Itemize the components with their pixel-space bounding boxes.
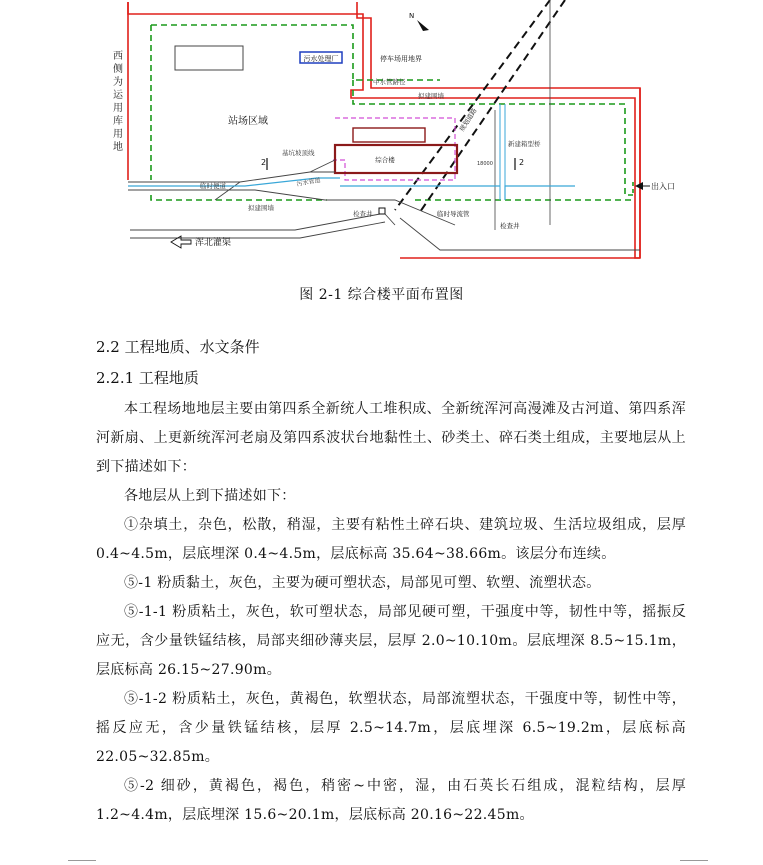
entrance-label: 出入口: [651, 182, 675, 191]
section-mark-left: 2: [261, 158, 267, 167]
sewage-plant-label: 污水处理厂: [303, 55, 339, 63]
paragraph: ⑤-1-1 粉质粘土，灰色，软可塑状态，局部见硬可塑，干强度中等，韧性中等，摇振反应无，含少量铁锰结核，局部夹细砂薄夹层，层厚 2.0~10.10m。层底埋深 8.5~15.1m，层底标高 26.15~27.90m。: [96, 604, 686, 678]
site-boundary: [128, 2, 640, 258]
inspection-well-marker: [379, 208, 385, 214]
west-side-char: 用: [113, 129, 123, 140]
box-bridge-label: 新建箱型桥: [508, 140, 541, 148]
page-corner-mark: [68, 860, 96, 861]
existing-fence-label: 拟建围墙: [248, 204, 274, 212]
entrance-arrow-icon: [635, 182, 650, 190]
sewer-line: [128, 178, 575, 200]
middle-water-pipe-label: 中水管路径: [373, 78, 406, 86]
sewer-label: 污水管道: [296, 176, 321, 188]
paragraph: ⑤-1-2 粉质粘土，灰色，黄褐色，软塑状态，局部流塑状态，干强度中等，韧性中等，摇反应无，含少量铁锰结核，层厚 2.5~14.7m，层底埋深 6.5~19.2m，层底标高 22.05~32.85m。: [96, 691, 686, 765]
west-side-char: 地: [113, 142, 123, 153]
west-side-char: 为: [113, 77, 123, 88]
canal-label: 浑北灌渠: [195, 238, 232, 248]
pit-top-line-label: 基坑坡顶线: [282, 149, 315, 157]
planned-road-dash: [395, 0, 550, 210]
station-area-label: 站场区域: [228, 116, 268, 127]
temp-road-label: 临时便道: [200, 182, 226, 190]
parking-boundary-label: 停车场用地界: [380, 55, 422, 63]
sewage-plant-box: [175, 46, 243, 70]
proposed-fence-label: 拟建围墙: [418, 92, 444, 100]
page-corner-mark: [680, 860, 708, 861]
paragraph: 本工程场地地层主要由第四系全新统人工堆积成、全新统浑河高漫滩及古河道、第四系浑河新扇、上更新统浑河老扇及第四系波状台地黏性土、砂类土、碎石类土组成，主要地层从上到下描述如下：: [96, 401, 686, 475]
inspection-well-label-1: 检查井: [353, 210, 373, 218]
paragraph: ⑤-2 细砂，黄褐色，褐色，稍密~中密，湿，由石英长石组成，混粒结构，层厚 1.2~4.4m，层底埋深 15.6~20.1m，层底标高 20.16~22.45m。: [96, 778, 686, 823]
subsection-heading: 2.2.1 工程地质: [96, 369, 199, 387]
west-side-char: 运: [113, 90, 123, 101]
west-side-char: 库: [113, 116, 123, 127]
west-side-char: 西: [113, 51, 123, 62]
dimension-label: 18000: [477, 161, 493, 167]
building-label: 综合楼: [375, 156, 395, 164]
north-arrow-icon: [409, 12, 429, 31]
section-mark-right: 2: [519, 158, 525, 167]
planned-road-label: 规划道路: [457, 106, 479, 134]
figure-caption: 图 2-1 综合楼平面布置图: [299, 287, 464, 303]
west-side-char: 用: [113, 103, 123, 114]
section-heading: 2.2 工程地质、水文条件: [96, 338, 260, 356]
site-plan-figure: [95, 0, 675, 268]
temp-road: [128, 160, 455, 225]
west-side-label: [113, 50, 124, 153]
paragraph: 各地层从上到下描述如下：: [124, 488, 296, 504]
inspection-well-label-2: 检查井: [500, 222, 520, 230]
paragraph: ⑤-1 粉质黏土，灰色，主要为硬可塑状态，局部见可塑、软塑、流塑状态。: [124, 575, 601, 591]
west-side-char: 侧: [113, 64, 123, 75]
paragraph: ①杂填土，杂色，松散，稍湿，主要有粘性土碎石块、建筑垃圾、生活垃圾组成，层厚 0.4~4.5m，层底埋深 0.4~4.5m，层底标高 35.64~38.66m。该层分布连续。: [96, 517, 686, 562]
building-top: [353, 128, 425, 142]
body-text: [96, 395, 686, 830]
svg-text:N: N: [409, 12, 415, 20]
temp-drain-label: 临时导流管: [437, 210, 470, 218]
